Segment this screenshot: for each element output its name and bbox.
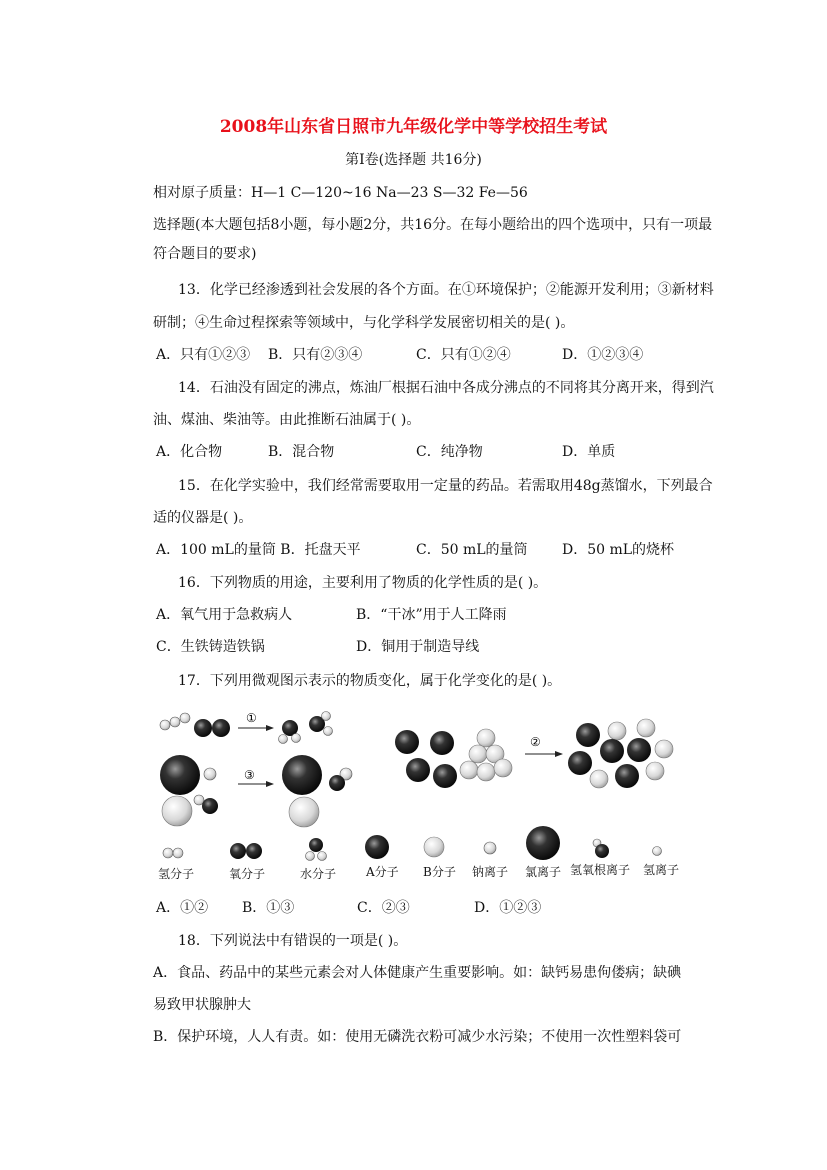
q17-stem: 17．下列用微观图示表示的物质变化，属于化学变化的是( )。	[178, 673, 562, 689]
q15-option-ab: A．100 mL的量筒 B．托盘天平	[156, 542, 361, 558]
arrow-label-2: ②	[530, 735, 541, 749]
legend-label-h2: 氢分子	[158, 867, 195, 881]
q13-option-a: A．只有①②③	[156, 347, 251, 363]
arrow-label-1: ①	[246, 711, 257, 725]
instructions-line-2: 符合题目的要求)	[153, 246, 257, 262]
q13-option-b: B．只有②③④	[268, 347, 363, 363]
atomic-masses: 相对原子质量：H—1 C—120~16 Na—23 S—32 Fe—56	[153, 185, 528, 201]
reaction-2-reactants	[395, 729, 512, 788]
q16-stem: 16．下列物质的用途，主要利用了物质的化学性质的是( )。	[178, 575, 548, 591]
legend-label-cl: 氯离子	[525, 865, 562, 879]
q14-option-d: D．单质	[562, 444, 616, 460]
legend-label-h: 氢离子	[643, 863, 680, 877]
reaction-3-products	[282, 755, 352, 827]
legend-label-o2: 氧分子	[229, 867, 266, 881]
q13-stem-1: 13．化学已经渗透到社会发展的各个方面。在①环境保护；②能源开发利用；③新材料	[178, 282, 714, 298]
q16-option-b: B．“干冰”用于人工降雨	[356, 607, 507, 623]
q14-option-b: B．混合物	[268, 444, 335, 460]
q15-stem-2: 适的仪器是( )。	[153, 510, 253, 526]
legend-label-oh: 氢氧根离子	[570, 863, 631, 877]
arrow-label-3: ③	[244, 768, 255, 782]
q14-option-c: C．纯净物	[416, 444, 483, 460]
instructions-line-1: 选择题(本大题包括8小题，每小题2分，共16分。在每小题给出的四个选项中，只有一项最	[153, 217, 713, 233]
q13-stem-2: 研制；④生命过程探索等领域中，与化学科学发展密切相关的是( )。	[153, 315, 575, 331]
q18-option-b-line-1: B．保护环境，人人有责。如：使用无磷洗衣粉可减少水污染；不使用一次性塑料袋可	[153, 1029, 682, 1045]
q14-option-a: A．化合物	[156, 444, 223, 460]
q16-option-c: C．生铁铸造铁锅	[156, 639, 265, 655]
legend-label-h2o: 水分子	[300, 867, 337, 881]
q18-option-a-line-2: 易致甲状腺肿大	[153, 997, 251, 1013]
q16-option-d: D．铜用于制造导线	[356, 639, 480, 655]
q17-molecule-figure	[0, 700, 827, 900]
q17-option-c: C．②③	[357, 900, 410, 916]
reaction-3-reactants	[160, 755, 218, 826]
reaction-1-products	[279, 712, 333, 744]
section-subtitle: 第Ⅰ卷(选择题 共16分)	[345, 152, 482, 168]
legend-label-a: A分子	[366, 865, 399, 879]
q13-option-c: C．只有①②④	[416, 347, 511, 363]
q17-option-a: A．①②	[156, 900, 209, 916]
legend-label-na: 钠离子	[472, 865, 509, 879]
q14-stem-1: 14．石油没有固定的沸点，炼油厂根据石油中各成分沸点的不同将其分离开来，得到汽	[178, 380, 714, 396]
q18-option-a-line-1: A．食品、药品中的某些元素会对人体健康产生重要影响。如：缺钙易患佝偻病；缺碘	[153, 965, 682, 981]
q15-option-d: D．50 mL的烧杯	[562, 542, 675, 558]
reaction-2-products	[568, 719, 673, 788]
q13-option-d: D．①②③④	[562, 347, 644, 363]
q16-option-a: A．氧气用于急救病人	[156, 607, 293, 623]
page-title: 2008年山东省日照市九年级化学中等学校招生考试	[219, 117, 608, 137]
reaction-1-reactants	[160, 713, 230, 737]
q17-option-d: D．①②③	[474, 900, 542, 916]
q14-stem-2: 油、煤油、柴油等。由此推断石油属于( )。	[153, 412, 421, 428]
legend-icons	[163, 826, 662, 861]
q18-stem: 18．下列说法中有错误的一项是( )。	[178, 933, 408, 949]
q17-option-b: B．①③	[242, 900, 295, 916]
q15-option-c: C．50 mL的量筒	[416, 542, 528, 558]
q15-stem-1: 15．在化学实验中，我们经常需要取用一定量的药品。若需取用48g蒸馏水，下列最合	[178, 478, 713, 494]
legend-label-b: B分子	[423, 865, 456, 879]
